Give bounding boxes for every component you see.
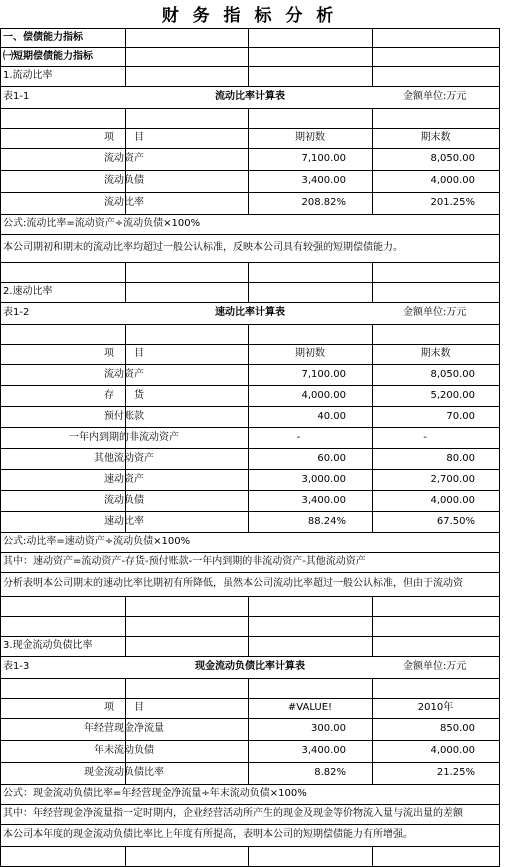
- grid-line-vertical: [499, 324, 500, 345]
- column-header-end[interactable]: 期末数: [420, 348, 451, 359]
- value-begin[interactable]: 3,400.00: [301, 745, 346, 756]
- page-title: 财 务 指 标 分 析: [161, 6, 338, 26]
- formula-row[interactable]: 公式:流动比率=流动资产÷流动负债×100%: [3, 218, 201, 229]
- value-end[interactable]: 201.25%: [430, 197, 475, 208]
- grid-line-vertical: [0, 572, 1, 597]
- grid-line-vertical: [499, 406, 500, 428]
- subsection-heading[interactable]: ㈠短期偿债能力指标: [3, 50, 93, 62]
- section-heading[interactable]: 一、偿债能力指标: [3, 31, 83, 43]
- grid-line-horizontal: [0, 762, 499, 763]
- grid-line-vertical: [499, 282, 500, 303]
- grid-line-horizontal: [0, 86, 499, 87]
- grid-line-vertical: [372, 427, 373, 449]
- grid-line-vertical: [125, 324, 126, 345]
- row-label[interactable]: 现金流动负债比率: [84, 767, 164, 778]
- grid-line-vertical: [125, 616, 126, 637]
- grid-line-vertical: [0, 616, 1, 637]
- grid-line-vertical: [0, 214, 1, 235]
- grid-line-vertical: [0, 385, 1, 407]
- explain-row[interactable]: 其中：速动资产=流动资产-存货-预付账款-一年内到期的非流动资产-其他流动资产: [3, 556, 366, 567]
- grid-line-vertical: [372, 678, 373, 699]
- grid-line-vertical: [499, 192, 500, 215]
- grid-line-vertical: [0, 552, 1, 573]
- row-label[interactable]: 其他流动资产: [94, 452, 154, 464]
- grid-line-horizontal: [0, 282, 499, 283]
- value-end[interactable]: -: [423, 431, 427, 443]
- grid-line-vertical: [248, 385, 249, 407]
- grid-line-horizontal: [0, 170, 499, 171]
- table-name[interactable]: 现金流动负债比率计算表: [195, 661, 305, 672]
- value-begin[interactable]: -: [296, 431, 301, 443]
- column-header-begin[interactable]: 期初数: [295, 348, 325, 359]
- grid-line-horizontal: [0, 824, 499, 825]
- note-row[interactable]: 本公司期初和期末的流动比率均超过一般公认标准，反映本公司具有较强的短期偿债能力。: [3, 242, 403, 253]
- grid-line-vertical: [0, 804, 1, 825]
- note-row[interactable]: 分析表明本公司期末的速动比率比期初有所降低，虽然本公司流动比率超过一般公认标准，但由于流动资: [3, 578, 463, 589]
- grid-line-vertical: [0, 128, 1, 149]
- grid-line-horizontal: [0, 128, 499, 129]
- value-end[interactable]: 67.50%: [436, 515, 475, 527]
- formula-row[interactable]: 公式：现金流动负债比率=年经营现金净流量÷年末流动负债×100%: [3, 788, 307, 799]
- column-header-item[interactable]: 项 目: [104, 348, 144, 359]
- grid-line-vertical: [0, 427, 1, 449]
- grid-line-vertical: [499, 804, 500, 825]
- grid-line-vertical: [248, 262, 249, 283]
- grid-line-vertical: [125, 596, 126, 617]
- grid-line-vertical: [0, 762, 1, 785]
- grid-line-vertical: [372, 344, 373, 365]
- grid-line-horizontal: [0, 364, 499, 365]
- row-label[interactable]: 速动资产: [104, 473, 144, 485]
- grid-line-vertical: [248, 846, 249, 867]
- grid-line-vertical: [248, 128, 249, 149]
- grid-line-vertical: [248, 740, 249, 763]
- grid-line-vertical: [0, 448, 1, 470]
- grid-line-horizontal: [0, 656, 499, 657]
- table-section-label[interactable]: 3.现金流动负债比率: [3, 640, 93, 651]
- grid-line-vertical: [0, 282, 1, 303]
- grid-line-vertical: [499, 718, 500, 741]
- grid-line-vertical: [499, 385, 500, 407]
- grid-line-vertical: [248, 718, 249, 741]
- grid-line-vertical: [0, 86, 1, 109]
- amount-unit[interactable]: 金额单位:万元: [403, 661, 467, 672]
- grid-line-vertical: [248, 148, 249, 171]
- value-end[interactable]: 2,700.00: [430, 473, 475, 485]
- grid-line-vertical: [499, 234, 500, 263]
- grid-line-vertical: [499, 448, 500, 470]
- column-header-end[interactable]: 期末数: [420, 132, 451, 143]
- grid-line-vertical: [372, 148, 373, 171]
- grid-line-vertical: [499, 427, 500, 449]
- grid-line-vertical: [499, 596, 500, 617]
- grid-line-vertical: [499, 698, 500, 719]
- value-end[interactable]: 80.00: [446, 452, 475, 464]
- value-begin[interactable]: 300.00: [311, 723, 346, 734]
- grid-line-vertical: [0, 324, 1, 345]
- grid-line-vertical: [499, 47, 500, 67]
- grid-line-vertical: [499, 262, 500, 283]
- grid-line-vertical: [372, 511, 373, 533]
- grid-line-vertical: [0, 170, 1, 193]
- grid-line-vertical: [0, 344, 1, 365]
- grid-line-vertical: [372, 364, 373, 386]
- value-begin[interactable]: 8.82%: [314, 767, 346, 778]
- grid-line-vertical: [499, 532, 500, 553]
- grid-line-vertical: [248, 469, 249, 491]
- grid-line-vertical: [0, 192, 1, 215]
- value-end[interactable]: 8,050.00: [430, 153, 475, 164]
- grid-line-vertical: [0, 28, 1, 48]
- grid-line-vertical: [499, 128, 500, 149]
- grid-line-vertical: [372, 448, 373, 470]
- grid-line-vertical: [499, 678, 500, 699]
- grid-line-horizontal: [0, 28, 499, 29]
- table-id[interactable]: 表1-2: [3, 307, 30, 318]
- grid-line-vertical: [0, 469, 1, 491]
- grid-line-vertical: [499, 824, 500, 847]
- grid-line-vertical: [0, 656, 1, 679]
- table-section-label[interactable]: 1.流动比率: [3, 70, 53, 81]
- grid-line-vertical: [248, 364, 249, 386]
- grid-line-vertical: [372, 490, 373, 512]
- grid-line-horizontal: [0, 148, 499, 149]
- grid-line-horizontal: [0, 804, 499, 805]
- grid-line-horizontal: [0, 47, 499, 48]
- grid-line-vertical: [499, 108, 500, 129]
- row-label[interactable]: 年末流动负债: [94, 745, 154, 756]
- grid-line-vertical: [372, 47, 373, 67]
- grid-line-vertical: [0, 740, 1, 763]
- grid-line-horizontal: [0, 427, 499, 428]
- explain-row[interactable]: 其中：年经营现金净流量指一定时期内，企业经营活动所产生的现金及现金等价物流入量与流出量的差额: [3, 808, 463, 819]
- value-begin[interactable]: 60.00: [317, 452, 346, 464]
- grid-line-vertical: [248, 324, 249, 345]
- grid-line-horizontal: [0, 511, 499, 512]
- column-header-item[interactable]: 项 目: [104, 702, 144, 713]
- grid-line-vertical: [372, 66, 373, 87]
- grid-line-horizontal: [0, 344, 499, 345]
- grid-line-vertical: [0, 490, 1, 512]
- row-label[interactable]: 流动资产: [104, 368, 144, 380]
- grid-line-horizontal: [0, 66, 499, 67]
- grid-line-horizontal: [0, 678, 499, 679]
- grid-line-horizontal: [0, 596, 499, 597]
- value-end[interactable]: 70.00: [446, 410, 475, 422]
- grid-line-horizontal: [0, 192, 499, 193]
- note-row[interactable]: 本公司本年度的现金流动负债比率比上年度有所提高，表明本公司的短期偿债能力有所增强。: [3, 829, 413, 840]
- grid-line-vertical: [0, 718, 1, 741]
- row-label[interactable]: 一年内到期的非流动资产: [69, 431, 179, 443]
- grid-line-vertical: [372, 385, 373, 407]
- grid-line-vertical: [499, 344, 500, 365]
- grid-line-vertical: [499, 469, 500, 491]
- grid-line-vertical: [248, 448, 249, 470]
- grid-line-vertical: [0, 47, 1, 67]
- grid-line-vertical: [372, 740, 373, 763]
- grid-line-horizontal: [0, 302, 499, 303]
- grid-line-vertical: [499, 762, 500, 785]
- grid-line-horizontal: [0, 616, 499, 617]
- amount-unit[interactable]: 金额单位:万元: [403, 307, 467, 318]
- grid-line-vertical: [499, 616, 500, 637]
- grid-line-vertical: [499, 490, 500, 512]
- grid-line-vertical: [0, 824, 1, 847]
- grid-line-vertical: [499, 636, 500, 657]
- formula-row[interactable]: 公式:动比率=速动资产÷流动负债×100%: [3, 536, 191, 547]
- grid-line-vertical: [248, 698, 249, 719]
- grid-line-vertical: [372, 192, 373, 215]
- value-end[interactable]: 4,000.00: [430, 745, 475, 756]
- grid-line-horizontal: [0, 469, 499, 470]
- grid-line-vertical: [372, 616, 373, 637]
- grid-line-vertical: [0, 784, 1, 805]
- grid-line-horizontal: [0, 698, 499, 699]
- grid-line-vertical: [372, 108, 373, 129]
- grid-line-vertical: [499, 572, 500, 597]
- column-header-item[interactable]: 项 目: [104, 132, 144, 143]
- grid-line-vertical: [125, 678, 126, 699]
- value-begin[interactable]: 208.82%: [301, 197, 346, 208]
- row-label[interactable]: 预付账款: [104, 410, 144, 422]
- grid-line-vertical: [125, 262, 126, 283]
- grid-line-vertical: [0, 698, 1, 719]
- grid-line-vertical: [372, 469, 373, 491]
- value-end[interactable]: 4,000.00: [430, 175, 475, 186]
- grid-line-vertical: [248, 427, 249, 449]
- grid-line-horizontal: [0, 718, 499, 719]
- grid-line-vertical: [0, 846, 1, 867]
- grid-line-vertical: [0, 406, 1, 428]
- grid-line-vertical: [0, 302, 1, 325]
- grid-line-vertical: [372, 596, 373, 617]
- grid-line-vertical: [0, 596, 1, 617]
- grid-line-vertical: [499, 170, 500, 193]
- grid-line-vertical: [0, 148, 1, 171]
- grid-line-vertical: [248, 490, 249, 512]
- amount-unit[interactable]: 金额单位:万元: [403, 91, 467, 102]
- grid-line-vertical: [248, 344, 249, 365]
- value-begin[interactable]: 88.24%: [307, 515, 346, 527]
- grid-line-vertical: [0, 636, 1, 657]
- grid-line-vertical: [499, 552, 500, 573]
- value-end[interactable]: 4,000.00: [430, 494, 475, 506]
- grid-line-vertical: [248, 192, 249, 215]
- value-begin[interactable]: 40.00: [317, 410, 346, 422]
- grid-line-vertical: [0, 364, 1, 386]
- grid-line-vertical: [248, 170, 249, 193]
- grid-line-horizontal: [0, 262, 499, 263]
- table-name[interactable]: 速动比率计算表: [215, 307, 285, 318]
- grid-line-vertical: [499, 511, 500, 533]
- value-end[interactable]: 8,050.00: [430, 368, 475, 380]
- grid-line-vertical: [372, 324, 373, 345]
- grid-line-vertical: [0, 66, 1, 87]
- value-end[interactable]: 5,200.00: [430, 389, 475, 401]
- grid-line-vertical: [248, 406, 249, 428]
- grid-line-vertical: [0, 234, 1, 263]
- grid-line-vertical: [248, 678, 249, 699]
- grid-line-horizontal: [0, 846, 499, 847]
- grid-line-vertical: [372, 170, 373, 193]
- grid-line-vertical: [499, 214, 500, 235]
- table-name[interactable]: 流动比率计算表: [215, 91, 285, 102]
- grid-line-horizontal: [0, 234, 499, 235]
- value-begin[interactable]: 7,100.00: [301, 153, 346, 164]
- grid-line-vertical: [372, 718, 373, 741]
- grid-line-horizontal: [0, 532, 499, 533]
- grid-line-horizontal: [0, 108, 499, 109]
- grid-line-vertical: [372, 262, 373, 283]
- table-section-label[interactable]: 2.速动比率: [3, 286, 53, 297]
- value-begin[interactable]: 3,000.00: [301, 473, 346, 485]
- grid-line-vertical: [248, 596, 249, 617]
- column-header-begin[interactable]: #VALUE!: [287, 702, 333, 713]
- grid-line-horizontal: [0, 490, 499, 491]
- grid-line-vertical: [499, 66, 500, 87]
- grid-line-horizontal: [0, 406, 499, 407]
- grid-line-vertical: [499, 148, 500, 171]
- grid-line-vertical: [0, 532, 1, 553]
- grid-line-vertical: [248, 762, 249, 785]
- grid-line-vertical: [248, 511, 249, 533]
- grid-line-horizontal: [0, 572, 499, 573]
- grid-line-vertical: [499, 28, 500, 48]
- grid-line-vertical: [372, 28, 373, 48]
- grid-line-vertical: [499, 740, 500, 763]
- grid-line-horizontal: [0, 636, 499, 637]
- column-header-end[interactable]: 2010年: [417, 702, 454, 713]
- grid-line-vertical: [372, 846, 373, 867]
- grid-line-vertical: [372, 406, 373, 428]
- grid-line-vertical: [125, 108, 126, 129]
- grid-line-vertical: [372, 282, 373, 303]
- grid-line-vertical: [499, 784, 500, 805]
- grid-line-vertical: [499, 846, 500, 867]
- grid-line-horizontal: [0, 324, 499, 325]
- row-label[interactable]: 年经营现金净流量: [84, 723, 164, 734]
- grid-line-vertical: [0, 108, 1, 129]
- grid-line-vertical: [0, 678, 1, 699]
- grid-line-vertical: [248, 108, 249, 129]
- grid-line-vertical: [372, 698, 373, 719]
- value-begin[interactable]: 7,100.00: [301, 368, 346, 380]
- row-label[interactable]: 流动负债: [104, 494, 144, 506]
- grid-line-vertical: [0, 511, 1, 533]
- row-label[interactable]: 速动比率: [104, 515, 144, 527]
- grid-line-vertical: [372, 762, 373, 785]
- grid-line-horizontal: [0, 740, 499, 741]
- grid-line-horizontal: [0, 214, 499, 215]
- grid-line-vertical: [125, 846, 126, 867]
- column-header-begin[interactable]: 期初数: [295, 132, 325, 143]
- grid-line-vertical: [499, 364, 500, 386]
- grid-line-horizontal: [0, 385, 499, 386]
- value-end[interactable]: 21.25%: [436, 767, 475, 778]
- grid-line-horizontal: [0, 784, 499, 785]
- row-label[interactable]: 流动资产: [104, 153, 144, 164]
- table-id[interactable]: 表1-1: [3, 91, 30, 102]
- row-label[interactable]: 流动比率: [104, 197, 144, 208]
- value-end[interactable]: 850.00: [440, 723, 475, 734]
- grid-line-horizontal: [0, 448, 499, 449]
- table-id[interactable]: 表1-3: [3, 661, 30, 672]
- row-label[interactable]: 存 货: [104, 389, 144, 401]
- row-label[interactable]: 流动负债: [104, 175, 144, 186]
- grid-line-horizontal: [0, 552, 499, 553]
- grid-line-vertical: [372, 636, 373, 657]
- value-begin[interactable]: 3,400.00: [301, 175, 346, 186]
- value-begin[interactable]: 4,000.00: [301, 389, 346, 401]
- grid-line-vertical: [248, 616, 249, 637]
- grid-line-vertical: [372, 128, 373, 149]
- value-begin[interactable]: 3,400.00: [301, 494, 346, 506]
- grid-line-vertical: [0, 262, 1, 283]
